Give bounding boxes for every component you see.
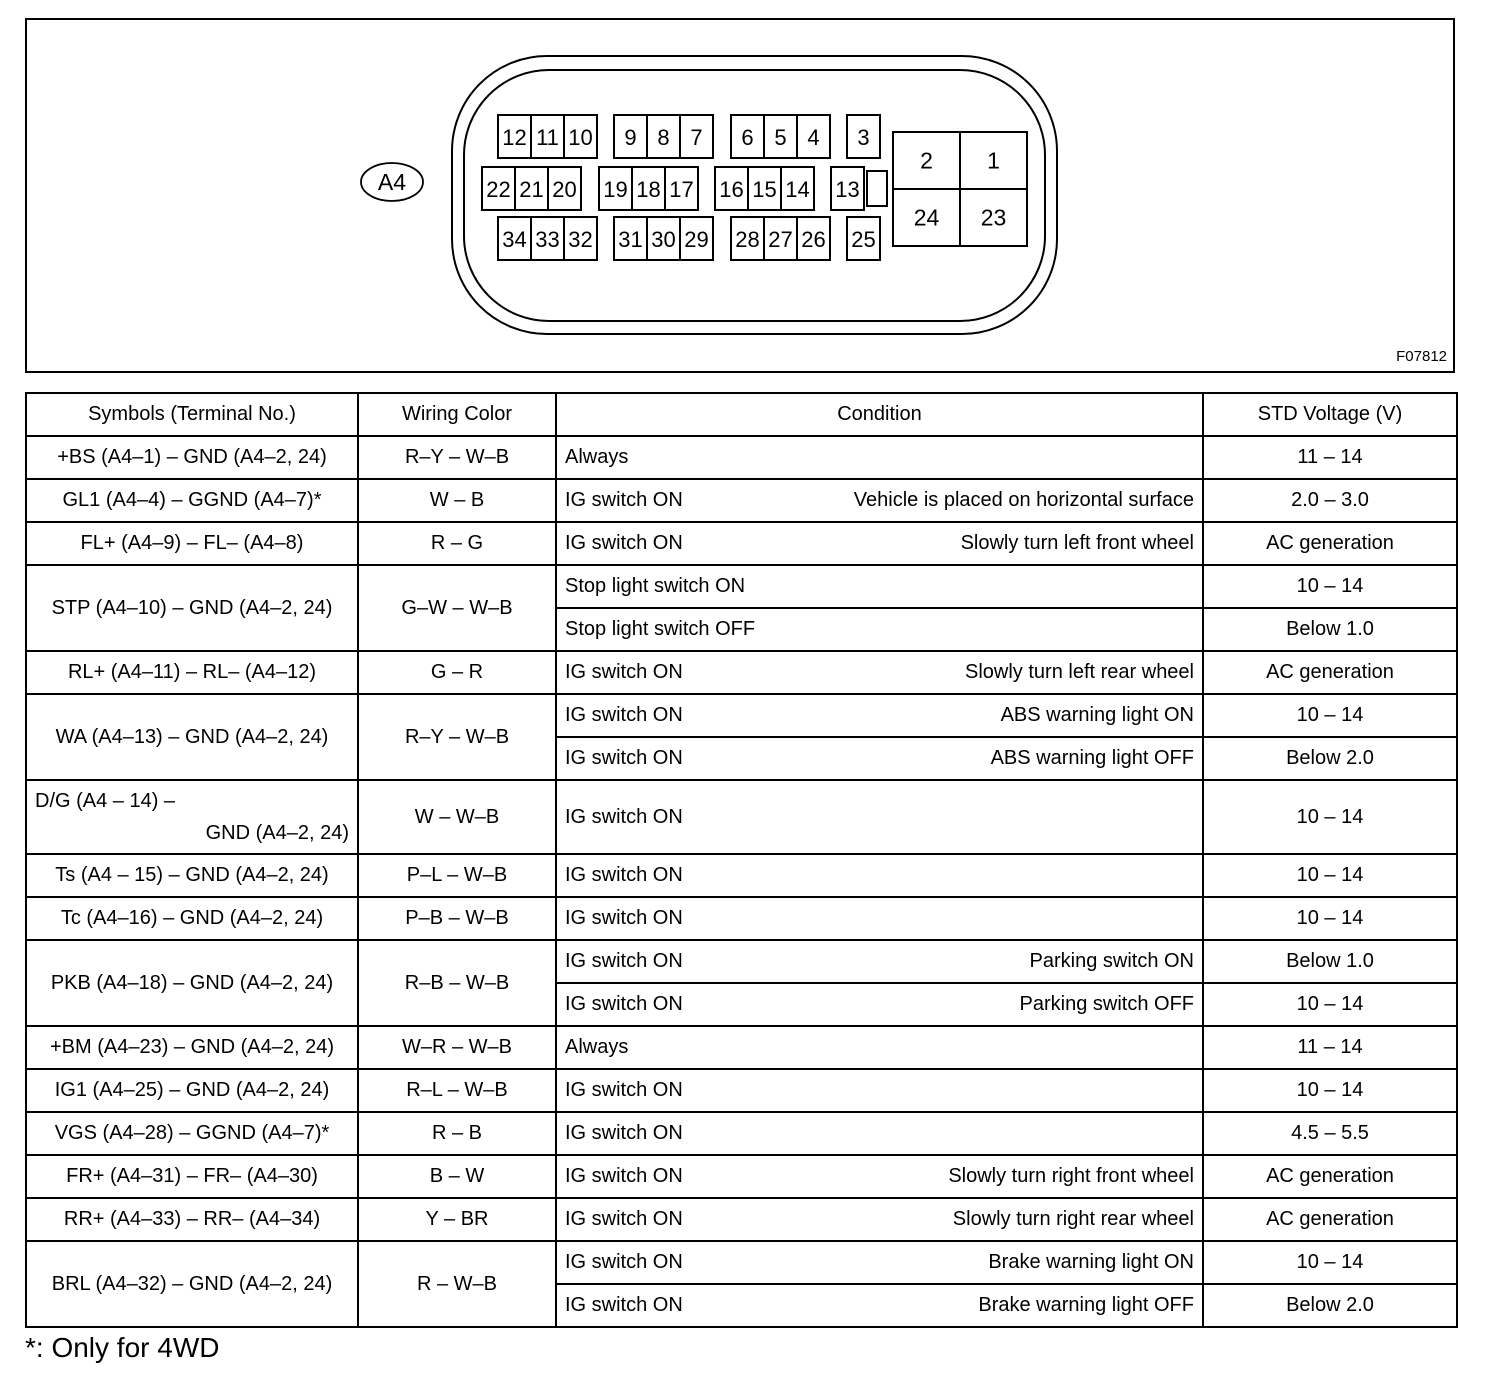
wiring-color-cell: R – W–B [358, 1241, 556, 1327]
header-condition: Condition [556, 393, 1203, 436]
condition-content [565, 661, 1194, 684]
std-voltage-cell: 10 – 14 [1203, 694, 1457, 737]
wiring-color-cell: R – G [358, 522, 556, 565]
condition-main: IG switch ON [565, 532, 683, 554]
condition-content [565, 1251, 1194, 1274]
terminal-symbol-cell: BRL (A4–32) – GND (A4–2, 24) [26, 1241, 358, 1327]
wiring-color-cell: R – B [358, 1112, 556, 1155]
pin-number: 3 [857, 125, 870, 150]
table-row [26, 780, 1457, 854]
pin-number: 7 [690, 125, 703, 150]
std-voltage-cell: 11 – 14 [1203, 1026, 1457, 1069]
table-row [26, 1241, 1457, 1284]
condition-cell [556, 780, 1203, 854]
condition-main: IG switch ON [565, 747, 683, 769]
table-row [26, 897, 1457, 940]
std-voltage-cell: 10 – 14 [1203, 854, 1457, 897]
wiring-color-cell: W – B [358, 479, 556, 522]
condition-cell [556, 940, 1203, 983]
condition-content [565, 1294, 1194, 1317]
condition-content [565, 993, 1194, 1016]
table-row [26, 1198, 1457, 1241]
condition-content [565, 618, 1194, 641]
terminal-symbol-cell: VGS (A4–28) – GGND (A4–7)* [26, 1112, 358, 1155]
table-row [26, 694, 1457, 737]
terminal-symbol-cell: GL1 (A4–4) – GGND (A4–7)* [26, 479, 358, 522]
connector-diagram [25, 18, 1455, 373]
pin-number: 30 [651, 227, 676, 252]
connector-label: A4 [377, 169, 407, 195]
condition-content [565, 1036, 1194, 1059]
condition-content [565, 907, 1194, 930]
wiring-color-cell: W – W–B [358, 780, 556, 854]
table-row [26, 479, 1457, 522]
condition-cell [556, 737, 1203, 780]
wiring-color-cell: P–B – W–B [358, 897, 556, 940]
condition-main: Stop light switch OFF [565, 618, 756, 640]
condition-cell [556, 1112, 1203, 1155]
wiring-color-cell: W–R – W–B [358, 1026, 556, 1069]
condition-content [565, 532, 1194, 555]
pin-number: 29 [684, 227, 709, 252]
terminal-symbol-cell: IG1 (A4–25) – GND (A4–2, 24) [26, 1069, 358, 1112]
condition-detail: Parking switch OFF [1019, 993, 1194, 1015]
pin-number: 16 [719, 177, 744, 202]
condition-cell [556, 983, 1203, 1026]
condition-main: IG switch ON [565, 1079, 683, 1101]
condition-detail: Slowly turn right rear wheel [952, 1208, 1194, 1230]
pin-number: 33 [535, 227, 560, 252]
std-voltage-cell: AC generation [1203, 1198, 1457, 1241]
condition-main: IG switch ON [565, 993, 683, 1015]
wiring-color-cell: R–L – W–B [358, 1069, 556, 1112]
header-wiring-color: Wiring Color [358, 393, 556, 436]
table-row [26, 940, 1457, 983]
table-row [26, 565, 1457, 608]
table-row [26, 854, 1457, 897]
std-voltage-cell: 10 – 14 [1203, 780, 1457, 854]
pin-number: 28 [735, 227, 760, 252]
condition-cell [556, 479, 1203, 522]
pin-number: 19 [603, 177, 628, 202]
condition-cell [556, 1284, 1203, 1327]
condition-content [565, 489, 1194, 512]
condition-main: IG switch ON [565, 805, 683, 828]
terminal-symbol-cell [26, 780, 358, 854]
pin-number: 32 [568, 227, 593, 252]
condition-main: Always [565, 1036, 629, 1058]
condition-content [565, 704, 1194, 727]
pin-number: 15 [752, 177, 777, 202]
wiring-color-cell: P–L – W–B [358, 854, 556, 897]
terminal-table [25, 392, 1458, 1328]
pin-number: 17 [669, 177, 694, 202]
std-voltage-cell: AC generation [1203, 1155, 1457, 1198]
footnote: *: Only for 4WD [25, 1332, 220, 1363]
condition-content [565, 1122, 1194, 1145]
std-voltage-cell: 10 – 14 [1203, 1241, 1457, 1284]
condition-cell [556, 1026, 1203, 1069]
terminal-symbol-cell: FR+ (A4–31) – FR– (A4–30) [26, 1155, 358, 1198]
condition-main: Always [565, 446, 629, 468]
pin-number: 21 [519, 177, 544, 202]
figure-code: F07812 [1396, 348, 1447, 365]
condition-cell [556, 897, 1203, 940]
condition-detail: ABS warning light ON [1000, 704, 1194, 726]
condition-detail: Brake warning light OFF [978, 1294, 1194, 1316]
wiring-color-cell: Y – BR [358, 1198, 556, 1241]
large-pin-number: 2 [920, 147, 933, 174]
table-row [26, 522, 1457, 565]
condition-cell [556, 565, 1203, 608]
std-voltage-cell: 2.0 – 3.0 [1203, 479, 1457, 522]
condition-main: IG switch ON [565, 1122, 683, 1144]
wiring-color-cell: R–B – W–B [358, 940, 556, 1026]
std-voltage-cell: 10 – 14 [1203, 1069, 1457, 1112]
pin-number: 4 [807, 125, 820, 150]
condition-content [565, 806, 1194, 829]
condition-detail: Brake warning light ON [988, 1251, 1194, 1273]
pin-number: 12 [502, 125, 527, 150]
condition-main: IG switch ON [565, 907, 683, 929]
condition-cell [556, 608, 1203, 651]
pin-number: 27 [768, 227, 793, 252]
table-header-row [26, 393, 1457, 436]
pin-number: 8 [657, 125, 670, 150]
std-voltage-cell: 4.5 – 5.5 [1203, 1112, 1457, 1155]
wiring-color-cell: G–W – W–B [358, 565, 556, 651]
condition-cell [556, 436, 1203, 479]
wiring-color-cell: R–Y – W–B [358, 436, 556, 479]
condition-detail: Parking switch ON [1029, 950, 1194, 972]
pin-number: 14 [785, 177, 810, 202]
condition-cell [556, 651, 1203, 694]
terminal-symbol-cell: +BM (A4–23) – GND (A4–2, 24) [26, 1026, 358, 1069]
table-row [26, 1155, 1457, 1198]
terminal-symbol: D/G (A4 – 14) – [35, 790, 176, 812]
std-voltage-cell: Below 2.0 [1203, 737, 1457, 780]
terminal-symbol-cell: RL+ (A4–11) – RL– (A4–12) [26, 651, 358, 694]
condition-detail: Vehicle is placed on horizontal surface [853, 489, 1194, 511]
table-row [26, 1069, 1457, 1112]
condition-detail: Slowly turn left rear wheel [965, 661, 1194, 683]
connector-key [867, 171, 887, 206]
condition-main: IG switch ON [565, 661, 683, 683]
pin-number: 34 [502, 227, 527, 252]
pin-number: 18 [636, 177, 661, 202]
table-row [26, 436, 1457, 479]
condition-content [565, 864, 1194, 887]
condition-content [565, 747, 1194, 770]
condition-cell [556, 522, 1203, 565]
terminal-symbol-cell: RR+ (A4–33) – RR– (A4–34) [26, 1198, 358, 1241]
pin-number: 22 [486, 177, 511, 202]
std-voltage-cell: Below 1.0 [1203, 940, 1457, 983]
std-voltage-cell: Below 1.0 [1203, 608, 1457, 651]
terminal-symbol-cell: Ts (A4 – 15) – GND (A4–2, 24) [26, 854, 358, 897]
std-voltage-cell: 10 – 14 [1203, 565, 1457, 608]
table-row [26, 1026, 1457, 1069]
large-pin-number: 23 [980, 204, 1007, 231]
condition-detail: ABS warning light OFF [990, 747, 1194, 769]
condition-content [565, 950, 1194, 973]
table-row [26, 1112, 1457, 1155]
pin-number: 6 [741, 125, 754, 150]
pin-number: 5 [774, 125, 787, 150]
condition-main: IG switch ON [565, 1251, 683, 1273]
large-pin-number: 24 [913, 204, 940, 231]
condition-main: IG switch ON [565, 1294, 683, 1316]
header-std-voltage: STD Voltage (V) [1203, 393, 1457, 436]
condition-main: IG switch ON [565, 950, 683, 972]
pin-number: 13 [835, 177, 860, 202]
condition-main: IG switch ON [565, 864, 683, 886]
condition-main: IG switch ON [565, 1208, 683, 1230]
std-voltage-cell: 10 – 14 [1203, 983, 1457, 1026]
wiring-color-cell: G – R [358, 651, 556, 694]
std-voltage-cell: 10 – 14 [1203, 897, 1457, 940]
condition-content [565, 1165, 1194, 1188]
wiring-color-cell: R–Y – W–B [358, 694, 556, 780]
std-voltage-cell: AC generation [1203, 651, 1457, 694]
large-pin-number: 1 [987, 147, 1000, 174]
terminal-symbol-line2: GND (A4–2, 24) [205, 822, 349, 844]
table-row [26, 651, 1457, 694]
condition-main: IG switch ON [565, 489, 683, 511]
terminal-symbol-cell: PKB (A4–18) – GND (A4–2, 24) [26, 940, 358, 1026]
condition-detail: Slowly turn left front wheel [960, 532, 1194, 554]
terminal-symbol-cell: Tc (A4–16) – GND (A4–2, 24) [26, 897, 358, 940]
terminal-symbol-cell: +BS (A4–1) – GND (A4–2, 24) [26, 436, 358, 479]
table-body [26, 436, 1457, 1327]
condition-content [565, 1208, 1194, 1231]
terminal-symbol-cell: WA (A4–13) – GND (A4–2, 24) [26, 694, 358, 780]
condition-cell [556, 1241, 1203, 1284]
pin-number: 9 [624, 125, 637, 150]
terminal-symbol-cell: STP (A4–10) – GND (A4–2, 24) [26, 565, 358, 651]
condition-cell [556, 1198, 1203, 1241]
connector-face [27, 20, 1457, 375]
terminal-symbol-cell: FL+ (A4–9) – FL– (A4–8) [26, 522, 358, 565]
condition-content [565, 575, 1194, 598]
condition-content [565, 1079, 1194, 1102]
pin-number: 26 [801, 227, 826, 252]
condition-main: Stop light switch ON [565, 575, 746, 597]
condition-cell [556, 694, 1203, 737]
std-voltage-cell: AC generation [1203, 522, 1457, 565]
condition-main: IG switch ON [565, 704, 683, 726]
condition-cell [556, 1069, 1203, 1112]
header-symbols: Symbols (Terminal No.) [26, 393, 358, 436]
pin-number: 11 [536, 125, 559, 150]
condition-main: IG switch ON [565, 1165, 683, 1187]
condition-cell [556, 1155, 1203, 1198]
pin-number: 25 [851, 227, 876, 252]
wiring-color-cell: B – W [358, 1155, 556, 1198]
pin-number: 10 [568, 125, 593, 150]
pin-number: 31 [618, 227, 643, 252]
std-voltage-cell: Below 2.0 [1203, 1284, 1457, 1327]
pin-number: 20 [552, 177, 577, 202]
condition-cell [556, 854, 1203, 897]
condition-detail: Slowly turn right front wheel [948, 1165, 1194, 1187]
condition-content [565, 446, 1194, 469]
std-voltage-cell: 11 – 14 [1203, 436, 1457, 479]
